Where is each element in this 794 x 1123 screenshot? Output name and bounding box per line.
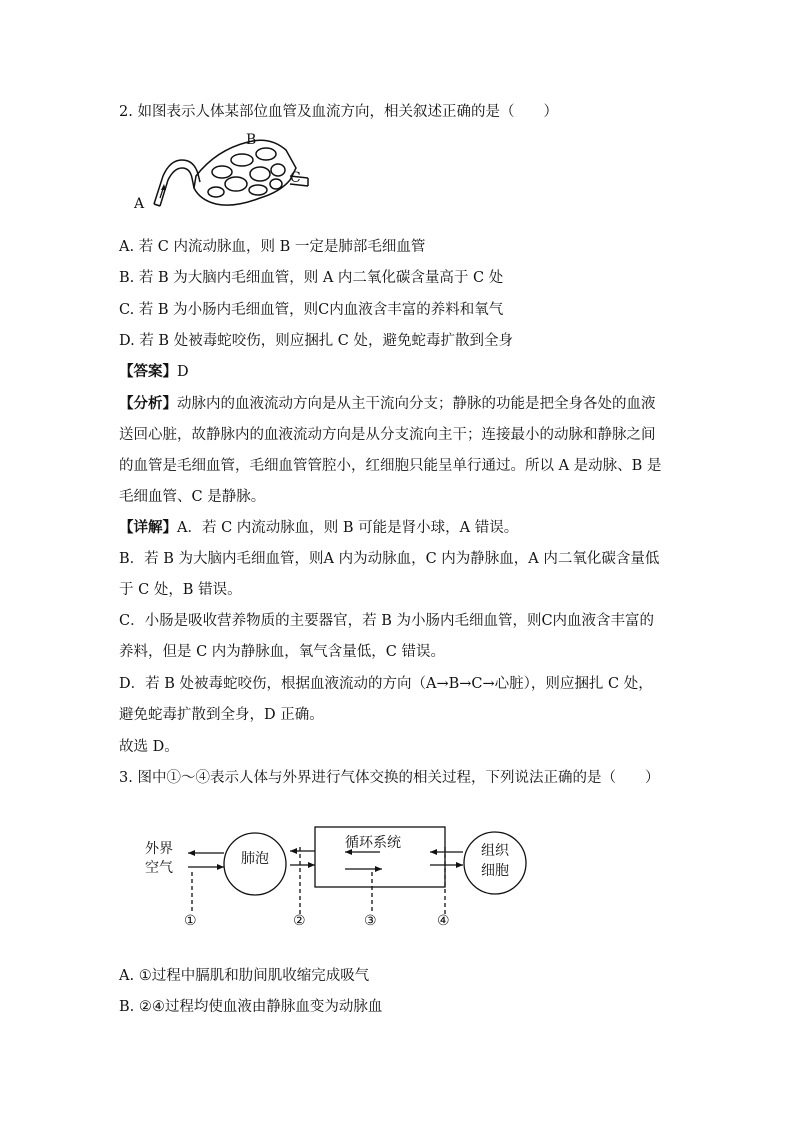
answer-value: D [177, 364, 189, 380]
q2-detail-d: D．若 B 处被毒蛇咬伤，根据血液流动的方向（A→B→C→心脏），则应捆扎 C 处，避免蛇毒扩散到全身，D 正确。 [119, 676, 653, 723]
q3-tissue-line1: 组织 [481, 843, 509, 859]
detail-tag: 【详解】 [119, 519, 177, 536]
q3-outside-air-line2: 空气 [145, 860, 173, 876]
q3-mark-2: ② [293, 913, 306, 929]
q2-detail-c: C．小肠是吸收营养物质的主要器官，若 B 为小肠内毛细血管，则C内血液含丰富的养料，但是 C 内为静脉血，氧气含量低，C 错误。 [119, 613, 655, 660]
q2-label-a: A [134, 196, 145, 212]
analysis-tag: 【分析】 [119, 395, 177, 412]
q2-analysis [119, 388, 667, 513]
q3-circulation-label: 循环系统 [345, 835, 401, 851]
q3-option-a: A. ①过程中膈肌和肋间肌收缩完成吸气 [119, 968, 370, 984]
q3-outside-air-line1: 外界 [145, 841, 173, 857]
q2-option-d: D. 若 B 处被毒蛇咬伤，则应捆扎 C 处，避免蛇毒扩散到全身 [119, 333, 514, 349]
q3-option-b: B. ②④过程均使血液由静脉血变为动脉血 [119, 999, 383, 1015]
q3-mark-4: ④ [437, 913, 450, 929]
q3-gas-exchange-diagram [140, 822, 540, 932]
q2-detail-b: B．若 B 为大脑内毛细血管，则A 内为动脉血，C 内为静脉血，A 内二氧化碳含量低于 C 处，B 错误。 [119, 551, 660, 598]
q3-tissue-line2: 细胞 [481, 863, 509, 879]
q2-conclusion: 故选 D。 [119, 739, 179, 755]
q3-mark-3: ③ [364, 913, 377, 929]
q3-alveoli-label: 肺泡 [241, 851, 269, 867]
q2-answer [119, 362, 189, 382]
analysis-text: 动脉内的血液流动方向是从主干流向分支；静脉的功能是把全身各处的血液送回心脏，故静脉内的血液流动方向是从分支流向主干；连接最小的动脉和静脉之间的血管是毛细血管，毛细血管管腔小，红细胞只能呈单行通过。所以 A 是动脉、B 是毛细血管、C 是静脉。 [119, 396, 662, 505]
q3-mark-1: ① [184, 913, 197, 929]
q3-stem: 3. 图中①～④表示人体与外界进行气体交换的相关过程，下列说法正确的是（ ） [119, 770, 660, 786]
q2-label-b: B [246, 132, 257, 148]
q2-detail-a [119, 518, 518, 538]
q2-label-c: C [290, 170, 301, 186]
q2-option-a: A. 若 C 内流动脉血，则 B 一定是肺部毛细血管 [119, 239, 426, 255]
detail-a-text: A．若 C 内流动脉血，则 B 可能是肾小球，A 错误。 [177, 520, 519, 536]
answer-tag: 【答案】 [119, 363, 177, 380]
q2-option-b: B. 若 B 为大脑内毛细血管，则 A 内二氧化碳含量高于 C 处 [119, 270, 504, 286]
q2-option-c: C. 若 B 为小肠内毛细血管，则C内血液含丰富的养料和氧气 [119, 302, 504, 318]
q2-stem: 2. 如图表示人体某部位血管及血流方向，相关叙述正确的是（ ） [119, 104, 558, 120]
